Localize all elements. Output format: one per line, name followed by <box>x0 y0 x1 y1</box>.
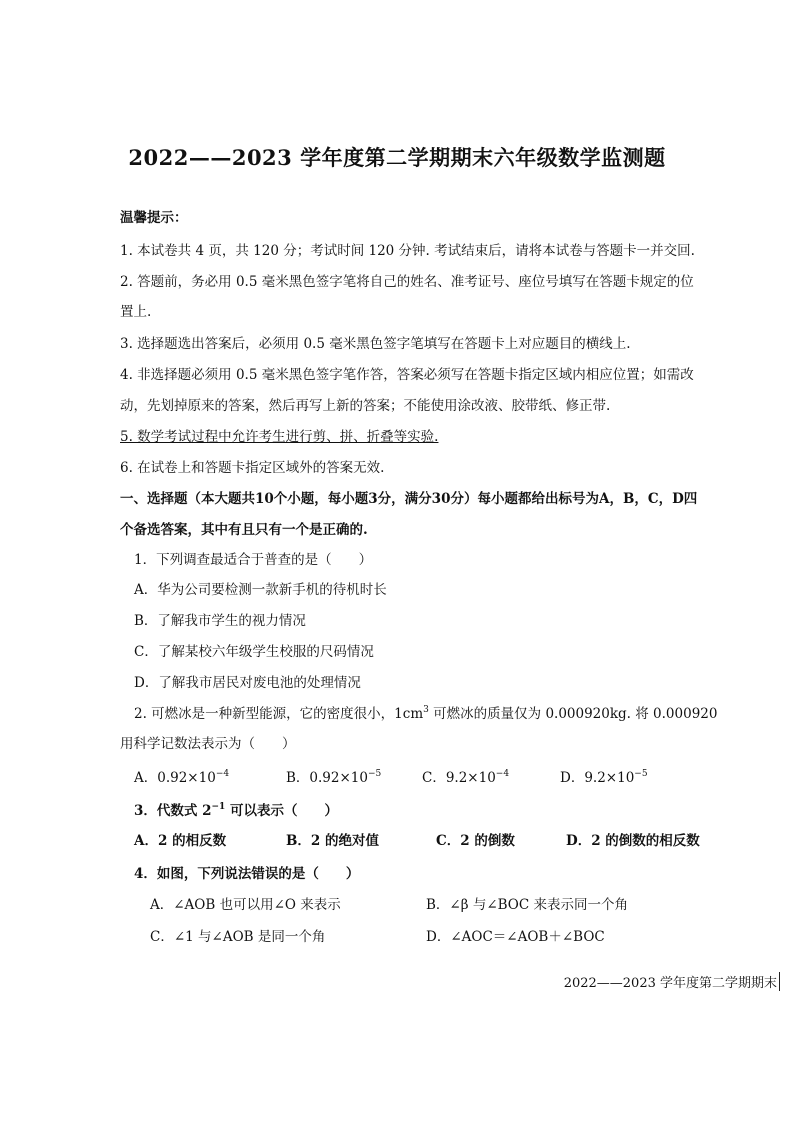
q4-option-a: A．∠AOB 也可以用∠O 来表示 <box>150 897 341 913</box>
tips-heading: 温馨提示： <box>120 210 188 226</box>
q2-option-c-base: C．9.2×10 <box>422 770 496 786</box>
q2-option-b-base: B．0.92×10 <box>286 770 368 786</box>
q2-option-b-exponent: −5 <box>367 769 382 779</box>
q3-option-c: C．2 的倒数 <box>436 833 515 849</box>
q3-stem-part2: 可以表示（ ） <box>225 803 339 819</box>
q3-option-d: D．2 的倒数的相反数 <box>566 833 700 849</box>
tip-item-1: 1. 本试卷共 4 页，共 120 分；考试时间 120 分钟. 考试结束后，请将本试卷与答题卡一并交回. <box>120 243 695 259</box>
q1-stem: 1．下列调查最适合于普查的是（ ） <box>134 552 373 568</box>
q3-stem-part1: 3．代数式 2 <box>134 803 212 819</box>
q3-stem-superscript: −1 <box>211 802 226 812</box>
tip-item-2-line2: 置上. <box>120 304 152 320</box>
q1-option-d: D．了解我市居民对废电池的处理情况 <box>134 675 361 691</box>
q4-option-d: D．∠AOC＝∠AOB＋∠BOC <box>426 929 605 945</box>
q2-option-d-base: D．9.2×10 <box>560 770 635 786</box>
section1-heading-line2: 个备选答案，其中有且只有一个是正确的. <box>120 522 368 538</box>
q1-option-b: B．了解我市学生的视力情况 <box>134 613 306 629</box>
q2-stem-line2: 用科学记数法表示为（ ） <box>120 736 296 752</box>
q2-option-a-base: A．0.92×10 <box>134 770 216 786</box>
q1-option-c: C．了解某校六年级学生校服的尺码情况 <box>134 644 374 660</box>
q2-option-c <box>422 766 509 786</box>
tip-item-5: 5. 数学考试过程中允许考生进行剪、拼、折叠等实验. <box>120 429 439 445</box>
q3-option-a: A．2 的相反数 <box>134 833 227 849</box>
q2-stem-part2: 可燃冰的质量仅为 0.000920kg. 将 0.000920 <box>428 706 718 722</box>
q2-option-a <box>134 766 229 786</box>
tip-item-3: 3. 选择题选出答案后，必须用 0.5 毫米黑色签字笔填写在答题卡上对应题目的横线上. <box>120 336 631 352</box>
q2-option-a-exponent: −4 <box>215 769 230 779</box>
q2-option-c-exponent: −4 <box>495 769 510 779</box>
q3-option-b: B．2 的绝对值 <box>286 833 380 849</box>
q2-option-b <box>286 766 381 786</box>
q3-stem <box>134 799 338 819</box>
q4-option-b: B．∠β 与∠BOC 来表示同一个角 <box>426 897 628 913</box>
tip-item-6: 6. 在试卷上和答题卡指定区域外的答案无效. <box>120 460 385 476</box>
exam-title: 2022——2023 学年度第二学期期末六年级数学监测题 <box>128 145 666 170</box>
q4-stem: 4．如图，下列说法错误的是（ ） <box>134 866 360 882</box>
section1-heading-line1: 一、选择题（本大题共10个小题，每小题3分，满分30分）每小题都给出标号为A，B，C，D四 <box>120 491 698 507</box>
q2-option-d <box>560 766 648 786</box>
q2-stem-superscript: 3 <box>423 705 429 715</box>
q2-option-d-exponent: −5 <box>634 769 648 779</box>
tip-item-4-line1: 4. 非选择题必须用 0.5 毫米黑色签字笔作答，答案必须写在答题卡指定区域内相应位置；如需改 <box>120 367 694 383</box>
tip-item-4-line2: 动，先划掉原来的答案，然后再写上新的答案；不能使用涂改液、胶带纸、修正带. <box>120 398 611 414</box>
q1-option-a: A．华为公司要检测一款新手机的待机时长 <box>134 582 387 598</box>
q4-option-c: C．∠1 与∠AOB 是同一个角 <box>150 929 326 945</box>
tip-item-2-line1: 2. 答题前，务必用 0.5 毫米黑色签字笔将自己的姓名、准考证号、座位号填写在答题卡规定的位 <box>120 274 694 290</box>
page-footer: 2022——2023 学年度第二学期期末 <box>564 972 780 991</box>
q2-stem-line1 <box>134 702 717 722</box>
q2-stem-part1: 2. 可燃冰是一种新型能源，它的密度很小，1cm <box>134 706 424 722</box>
